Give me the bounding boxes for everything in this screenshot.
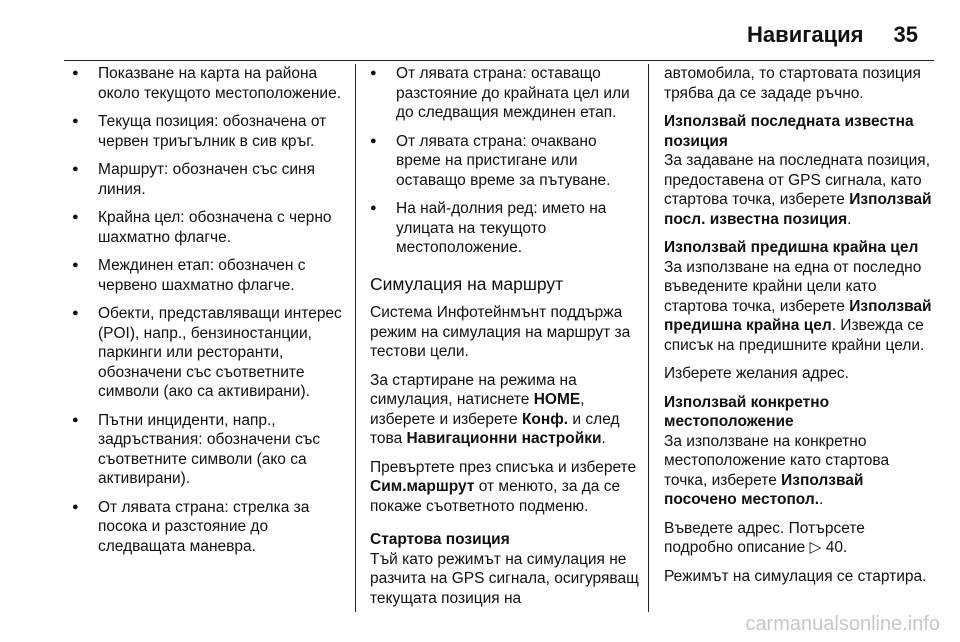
page-header (747, 22, 918, 48)
paragraph: За използване на конкретно местоположение като стартова точка, изберете Използвай посочено местопол.. (664, 432, 890, 508)
page-reference: 40. (825, 539, 848, 556)
column-1 (72, 64, 348, 565)
section-heading-route-simulation: Симулация на маршрут (370, 273, 564, 294)
subheading-previous-destination: Използвай предишна крайна цел (664, 239, 919, 256)
column-divider-1 (355, 64, 356, 612)
paragraph: Изберете желания адрес. (664, 365, 849, 382)
paragraph: Превъртете през списъка и изберете Сим.маршрут от менюто, за да се покаже съответното подменю. (370, 458, 637, 515)
list-item: ● Показване на карта на района около текущото местоположение. (72, 64, 348, 103)
list-item: ● Обекти, представляващи интерес (POI), напр., бензиностанции, паркинги или ресторанти, обозначени със съответните символи (ако са активирани). (72, 304, 348, 402)
list-item: ● Крайна цел: обозначена с черно шахматно флагче. (72, 208, 348, 247)
column-3 (664, 64, 936, 595)
column-divider-2 (648, 64, 649, 612)
list-item: ● От лявата страна: оставащо разстояние до крайната цел или до следващия междинен етап. (370, 64, 642, 123)
menu-term: HOME (533, 391, 581, 408)
watermark: carmanualsonline.info (745, 613, 940, 635)
paragraph: За стартиране на режима на симулация, натиснете HOME, изберете и изберете Конф. и след това Навигационни настройки. (370, 371, 620, 447)
list-item: ● От лявата страна: очаквано време на пристигане или оставащо време за пътуване. (370, 132, 642, 191)
subheading-specific-location: Използвай конкретно местоположение (664, 393, 830, 430)
list-item: ● От лявата страна: стрелка за посока и разстояние до следващата маневра. (72, 498, 348, 557)
page-number: 35 (893, 22, 918, 47)
menu-term: Навигационни настройки (406, 430, 602, 447)
list-item: ● Пътни инциденти, напр., задръствания: обозначени със съответните символи (ако са активирани). (72, 411, 348, 489)
map-display-list (72, 64, 348, 556)
list-item: ● На най-долния ред: името на улицата на текущото местоположение. (370, 199, 642, 258)
map-display-list-continued (370, 64, 642, 258)
list-item: ● Текуща позиция: обозначена от червен триъгълник в сив кръг. (72, 112, 348, 151)
paragraph: Тъй като режимът на симулация не разчита на GPS сигнала, осигуряващ текущата позиция на (370, 550, 639, 607)
header-divider (64, 60, 934, 61)
list-item: ● Междинен етап: обозначен с червено шахматно флагче. (72, 256, 348, 295)
menu-term: Конф. (521, 410, 569, 428)
menu-term: Използвай предишна крайна цел (664, 297, 932, 334)
menu-term: Използвай посочено местопол. (664, 471, 864, 508)
menu-term: Сим.маршрут (370, 478, 475, 495)
column-2 (370, 64, 642, 617)
page-reference-icon: ▷ (809, 539, 822, 556)
list-item: ● Маршрут: обозначен със синя линия. (72, 160, 348, 199)
subheading-last-known-position: Използвай последната известна позиция (664, 113, 914, 150)
paragraph: За задаване на последната позиция, предоставена от GPS сигнала, като стартова точка, изберете Използвай посл. известна позиция. (664, 152, 932, 228)
paragraph: автомобила, то стартовата позиция трябва да се зададе ръчно. (664, 65, 921, 102)
menu-term: Използвай посл. известна позиция (664, 191, 932, 228)
page-title: Навигация (747, 22, 864, 47)
paragraph: Режимът на симулация се стартира. (664, 567, 927, 585)
paragraph: Въведете адрес. Потърсете подробно описание ▷ 40. (664, 519, 865, 556)
paragraph: Система Инфотейнмънт поддържа режим на симулация на маршрут за тестови цели. (370, 304, 631, 360)
paragraph: За използване на една от последно въведените крайни цели като стартова точка, изберете Използвай предишна крайна цел. Извежда се списък на предишните крайни цели. (664, 258, 932, 354)
subheading-start-position: Стартова позиция (370, 531, 510, 548)
